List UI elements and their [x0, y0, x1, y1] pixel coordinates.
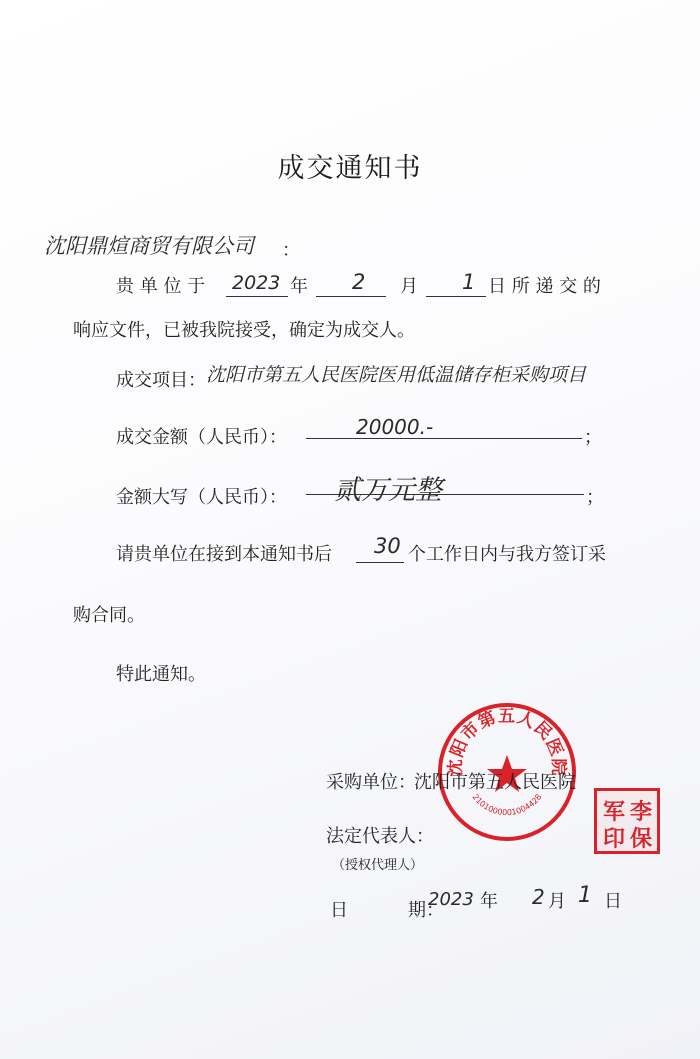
contract-prefix: 请贵单位在接到本通知书后 — [116, 544, 332, 565]
purchaser-label: 采购单位： — [326, 772, 416, 793]
project-label: 成交项目： — [116, 370, 206, 391]
submission-month: 2 — [352, 270, 366, 294]
document-title: 成交通知书 — [277, 153, 423, 184]
date-month: 2 — [532, 885, 545, 909]
submission-month-underline — [316, 296, 386, 297]
submission-suffix: 日 所 递 交 的 — [488, 276, 601, 297]
amount-value: 20000.- — [356, 415, 434, 439]
seal-char-bao: 保 — [630, 827, 653, 852]
legal-rep-label: 法定代表人： — [326, 826, 434, 847]
date-year-unit: 年 — [480, 891, 498, 912]
date-day: 1 — [578, 883, 592, 908]
amount-words-value: 贰万元整 — [334, 475, 442, 506]
date-day-unit: 日 — [604, 891, 622, 912]
date-label-2: 期： — [408, 900, 444, 921]
date-label-1: 日 — [330, 900, 348, 921]
legal-rep-sublabel: （授权代理人） — [332, 858, 424, 873]
amount-words-end: ； — [586, 487, 604, 508]
contract-days: 30 — [374, 534, 401, 558]
submission-month-unit: 月 — [400, 276, 418, 297]
submission-year: 2023 — [232, 272, 281, 294]
submission-day: 1 — [462, 270, 476, 294]
date-month-unit: 月 — [548, 891, 566, 912]
submission-prefix: 贵 单 位 于 — [116, 276, 206, 297]
acceptance-line: 响应文件，已被我院接受，确定为成交人。 — [73, 320, 415, 341]
recipient-name: 沈阳鼎煊商贸有限公司 — [44, 234, 254, 258]
project-value: 沈阳市第五人民医院医用低温储存柜采购项目 — [206, 364, 587, 386]
seal-char-yin: 印 — [603, 827, 626, 852]
date-year: 2023 — [428, 889, 474, 910]
stamp-code: 2101000001004428 — [470, 792, 544, 818]
submission-year-underline — [226, 296, 288, 297]
stamp-arc-text: 沈阳市第五人民医院 — [445, 707, 569, 777]
recipient-suffix: ： — [282, 240, 300, 261]
amount-words-label: 金额大写（人民币）： — [116, 487, 287, 508]
contract-line2: 购合同。 — [73, 605, 145, 626]
contract-suffix: 个工作日内与我方签订采 — [408, 544, 606, 565]
amount-end: ； — [584, 427, 602, 448]
amount-underline — [306, 438, 582, 439]
amount-words-underline — [306, 494, 584, 495]
personal-seal — [594, 788, 660, 854]
submission-year-unit: 年 — [290, 276, 308, 297]
amount-label: 成交金额（人民币）： — [116, 427, 287, 448]
seal-char-jun: 军 — [603, 800, 626, 825]
seal-char-li: 李 — [630, 800, 653, 825]
contract-days-underline — [356, 562, 404, 563]
purchaser-value: 沈阳市第五人民医院 — [414, 772, 576, 793]
closing-text: 特此通知。 — [116, 664, 206, 685]
submission-day-underline — [426, 296, 486, 297]
